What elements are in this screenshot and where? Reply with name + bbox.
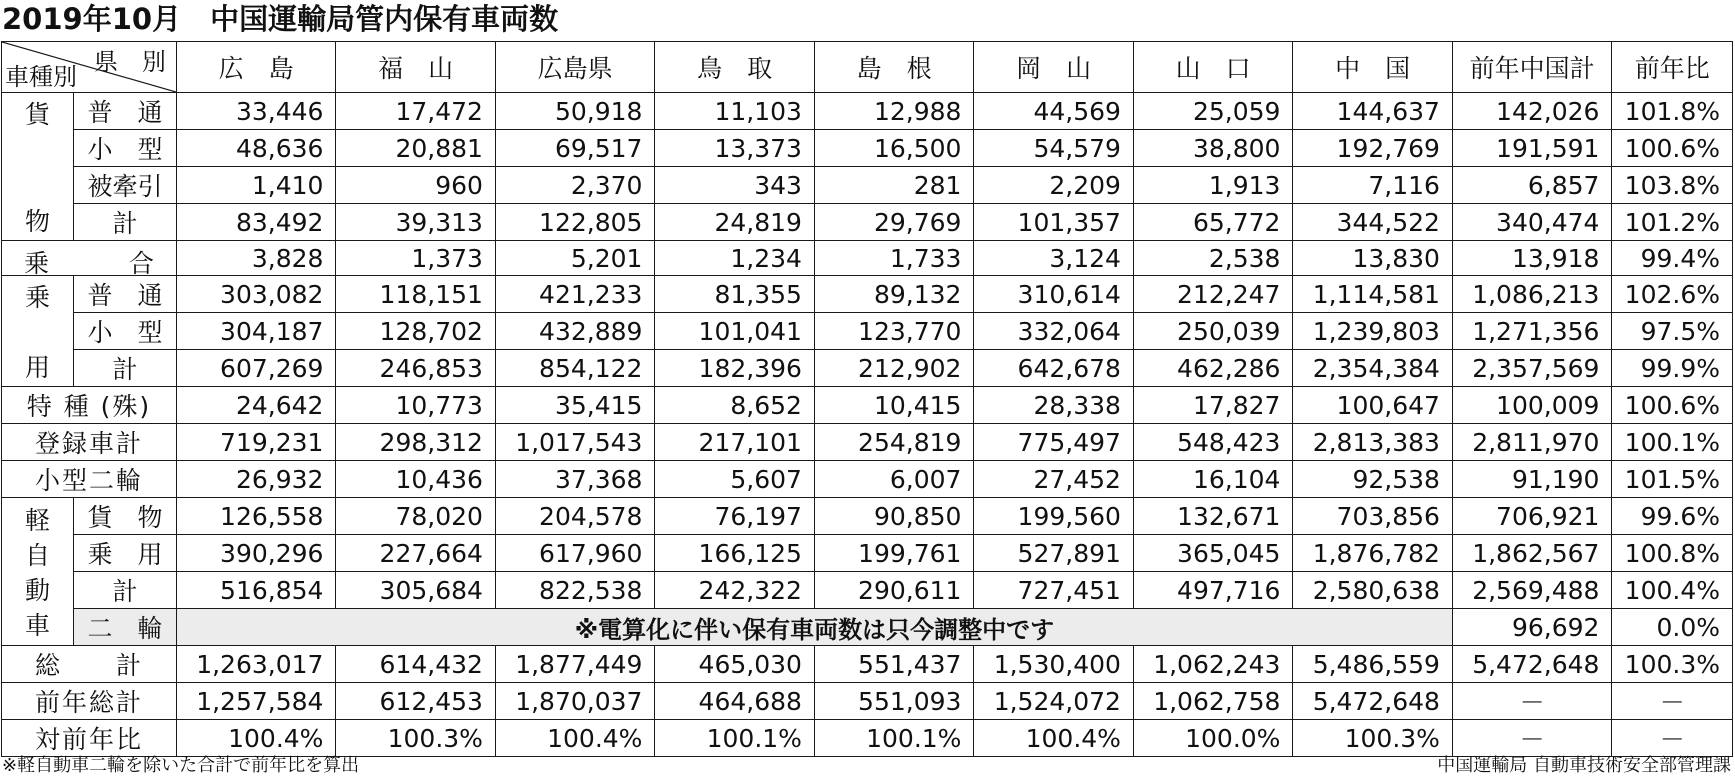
table-cell: 13,373 [655, 130, 815, 167]
group-label-char: 自 [25, 541, 51, 570]
table-cell: 33,446 [176, 93, 336, 130]
row-label: 総 計 [2, 646, 177, 683]
table-row [2, 572, 1733, 609]
table-cell: 340,474 [1452, 204, 1612, 241]
table-cell: 212,247 [1133, 276, 1293, 313]
column-header: 岡 山 [974, 42, 1134, 93]
table-cell: 122,805 [495, 204, 655, 241]
row-label [2, 241, 177, 276]
table-cell: 432,889 [495, 313, 655, 350]
table-row [2, 609, 1733, 646]
row-label: 普 通 [74, 276, 177, 313]
table-cell: 303,082 [176, 276, 336, 313]
table-cell: 96,692 [1452, 609, 1612, 646]
group-label-char: 車 [25, 611, 51, 640]
table-cell: 44,569 [974, 93, 1134, 130]
table-cell: 123,770 [814, 313, 974, 350]
table-cell: 92,538 [1293, 461, 1453, 498]
table-cell: 642,678 [974, 350, 1134, 387]
table-cell: － [1612, 683, 1733, 720]
table-cell: 5,472,648 [1293, 683, 1453, 720]
table-cell: 5,472,648 [1452, 646, 1612, 683]
table-row [2, 276, 1733, 313]
table-cell: 1,410 [176, 167, 336, 204]
table-cell: 703,856 [1293, 498, 1453, 535]
vehicle-count-table [1, 41, 1733, 757]
column-header: 広 島 [176, 42, 336, 93]
table-cell: 1,263,017 [176, 646, 336, 683]
table-cell: 365,045 [1133, 535, 1293, 572]
table-cell: 3,124 [974, 241, 1134, 276]
row-label: 登録車計 [2, 424, 177, 461]
table-cell: 199,761 [814, 535, 974, 572]
table-row [2, 313, 1733, 350]
table-cell: 421,233 [495, 276, 655, 313]
group-label-char: 用 [25, 353, 51, 382]
row-label: 二 輪 [74, 609, 177, 646]
table-cell: 48,636 [176, 130, 336, 167]
group-label-char: 乗 [25, 283, 51, 312]
table-cell: 612,453 [336, 683, 496, 720]
row-label: 乗 用 [74, 535, 177, 572]
table-cell: 12,988 [814, 93, 974, 130]
row-label: 計 [74, 572, 177, 609]
corner-top-label: 県 別 [93, 48, 166, 76]
corner-header-cell [2, 42, 177, 93]
footnote: ※軽自動車二輪を除いた合計で前年比を算出 [2, 755, 360, 776]
table-cell: 7,116 [1293, 167, 1453, 204]
table-cell: 822,538 [495, 572, 655, 609]
group-label-cell [2, 498, 74, 646]
table-cell: 254,819 [814, 424, 974, 461]
table-cell: 775,497 [974, 424, 1134, 461]
table-cell: 290,611 [814, 572, 974, 609]
table-cell: 614,432 [336, 646, 496, 683]
table-cell: 960 [336, 167, 496, 204]
table-cell: 10,436 [336, 461, 496, 498]
table-cell: 24,819 [655, 204, 815, 241]
table-cell: 217,101 [655, 424, 815, 461]
table-cell: 551,437 [814, 646, 974, 683]
table-cell: 465,030 [655, 646, 815, 683]
table-cell: 332,064 [974, 313, 1134, 350]
table-cell: 343 [655, 167, 815, 204]
table-cell: 99.6% [1612, 498, 1733, 535]
table-cell: 1,373 [336, 241, 496, 276]
table-cell: 100.4% [176, 720, 336, 757]
table-cell: 2,357,569 [1452, 350, 1612, 387]
table-cell: 212,902 [814, 350, 974, 387]
table-cell: 2,580,638 [1293, 572, 1453, 609]
table-cell: 101.5% [1612, 461, 1733, 498]
table-cell: 100.4% [495, 720, 655, 757]
row-label: 対前年比 [2, 720, 177, 757]
table-cell: 128,702 [336, 313, 496, 350]
table-cell: 35,415 [495, 387, 655, 424]
column-header: 島 根 [814, 42, 974, 93]
column-header: 前年比 [1612, 42, 1733, 93]
table-cell: 101.8% [1612, 93, 1733, 130]
table-cell: 100.4% [1612, 572, 1733, 609]
table-cell: 390,296 [176, 535, 336, 572]
table-cell: 192,769 [1293, 130, 1453, 167]
table-cell: 617,960 [495, 535, 655, 572]
table-cell: 516,854 [176, 572, 336, 609]
table-cell: 2,813,383 [1293, 424, 1453, 461]
table-cell: 1,524,072 [974, 683, 1134, 720]
table-cell: 2,370 [495, 167, 655, 204]
notice-cell: ※電算化に伴い保有車両数は只今調整中です [176, 609, 1452, 646]
table-cell: 99.9% [1612, 350, 1733, 387]
table-cell: 250,039 [1133, 313, 1293, 350]
table-cell: 310,614 [974, 276, 1134, 313]
table-cell: 2,811,970 [1452, 424, 1612, 461]
table-cell: 100,647 [1293, 387, 1453, 424]
table-cell: 727,451 [974, 572, 1134, 609]
row-label: 被牽引 [74, 167, 177, 204]
group-label-char: 軽 [25, 506, 51, 535]
table-cell: 83,492 [176, 204, 336, 241]
group-label-cell [2, 276, 74, 387]
table-cell: 25,059 [1133, 93, 1293, 130]
table-cell: 10,773 [336, 387, 496, 424]
table-cell: 27,452 [974, 461, 1134, 498]
table-cell: 1,733 [814, 241, 974, 276]
table-cell: 497,716 [1133, 572, 1293, 609]
row-label: 計 [74, 350, 177, 387]
column-header: 鳥 取 [655, 42, 815, 93]
table-cell: 1,870,037 [495, 683, 655, 720]
table-cell: 97.5% [1612, 313, 1733, 350]
corner-bottom-label: 車種別 [5, 63, 77, 91]
row-label: 貨 物 [74, 498, 177, 535]
table-row [2, 424, 1733, 461]
table-cell: 1,862,567 [1452, 535, 1612, 572]
group-label-cell [2, 93, 74, 241]
table-cell: 204,578 [495, 498, 655, 535]
table-cell: 246,853 [336, 350, 496, 387]
table-cell: 527,891 [974, 535, 1134, 572]
table-cell: 1,877,449 [495, 646, 655, 683]
table-cell: 24,642 [176, 387, 336, 424]
table-cell: 719,231 [176, 424, 336, 461]
table-cell: 2,209 [974, 167, 1134, 204]
table-cell: 132,671 [1133, 498, 1293, 535]
table-row [2, 535, 1733, 572]
table-cell: 50,918 [495, 93, 655, 130]
row-label: 普 通 [74, 93, 177, 130]
table-cell: － [1452, 720, 1612, 757]
table-cell: 551,093 [814, 683, 974, 720]
row-label: 前年総計 [2, 683, 177, 720]
table-cell: 10,415 [814, 387, 974, 424]
row-label: 小 型 [74, 130, 177, 167]
table-cell: 305,684 [336, 572, 496, 609]
group-label-char: 動 [25, 576, 51, 605]
table-cell: 1,271,356 [1452, 313, 1612, 350]
table-cell: 1,257,584 [176, 683, 336, 720]
table-cell: 38,800 [1133, 130, 1293, 167]
table-cell: 13,918 [1452, 241, 1612, 276]
table-cell: 37,368 [495, 461, 655, 498]
table-cell: 100.3% [1293, 720, 1453, 757]
table-cell: 100.3% [336, 720, 496, 757]
table-cell: 227,664 [336, 535, 496, 572]
table-cell: 1,530,400 [974, 646, 1134, 683]
table-row [2, 498, 1733, 535]
table-row [2, 461, 1733, 498]
table-cell: － [1612, 720, 1733, 757]
table-row [2, 204, 1733, 241]
row-label: 小 型 [74, 313, 177, 350]
table-cell: 20,881 [336, 130, 496, 167]
table-cell: 166,125 [655, 535, 815, 572]
table-cell: 2,569,488 [1452, 572, 1612, 609]
table-cell: 462,286 [1133, 350, 1293, 387]
table-cell: 854,122 [495, 350, 655, 387]
table-cell: 16,104 [1133, 461, 1293, 498]
table-cell: 78,020 [336, 498, 496, 535]
table-cell: 0.0% [1612, 609, 1733, 646]
table-cell: 89,132 [814, 276, 974, 313]
row-label: 小型二輪 [2, 461, 177, 498]
table-cell: 118,151 [336, 276, 496, 313]
table-cell: 100.6% [1612, 387, 1733, 424]
group-label-char: 貨 [25, 100, 51, 129]
table-cell: 1,913 [1133, 167, 1293, 204]
table-cell: 100.1% [655, 720, 815, 757]
table-cell: 298,312 [336, 424, 496, 461]
table-cell: 1,062,243 [1133, 646, 1293, 683]
column-header: 中 国 [1293, 42, 1453, 93]
table-row [2, 683, 1733, 720]
table-cell: 706,921 [1452, 498, 1612, 535]
table-cell: 6,007 [814, 461, 974, 498]
table-row [2, 646, 1733, 683]
table-cell: － [1452, 683, 1612, 720]
table-cell: 100.1% [1612, 424, 1733, 461]
table-cell: 29,769 [814, 204, 974, 241]
table-cell: 101.2% [1612, 204, 1733, 241]
table-cell: 144,637 [1293, 93, 1453, 130]
header-row [2, 42, 1733, 93]
table-cell: 28,338 [974, 387, 1134, 424]
table-cell: 69,517 [495, 130, 655, 167]
table-row [2, 93, 1733, 130]
table-cell: 76,197 [655, 498, 815, 535]
table-cell: 304,187 [176, 313, 336, 350]
table-cell: 1,239,803 [1293, 313, 1453, 350]
table-cell: 99.4% [1612, 241, 1733, 276]
table-cell: 1,876,782 [1293, 535, 1453, 572]
table-cell: 100.4% [974, 720, 1134, 757]
table-cell: 2,354,384 [1293, 350, 1453, 387]
table-cell: 1,114,581 [1293, 276, 1453, 313]
table-cell: 1,234 [655, 241, 815, 276]
table-cell: 39,313 [336, 204, 496, 241]
table-cell: 3,828 [176, 241, 336, 276]
table-row [2, 167, 1733, 204]
table-cell: 101,357 [974, 204, 1134, 241]
table-cell: 16,500 [814, 130, 974, 167]
row-label: 計 [74, 204, 177, 241]
table-cell: 1,017,543 [495, 424, 655, 461]
table-cell: 126,558 [176, 498, 336, 535]
row-label-right: 合 [128, 249, 154, 276]
table-cell: 142,026 [1452, 93, 1612, 130]
table-cell: 464,688 [655, 683, 815, 720]
table-cell: 101,041 [655, 313, 815, 350]
table-cell: 11,103 [655, 93, 815, 130]
table-cell: 191,591 [1452, 130, 1612, 167]
table-cell: 344,522 [1293, 204, 1453, 241]
table-cell: 100.8% [1612, 535, 1733, 572]
table-cell: 8,652 [655, 387, 815, 424]
table-cell: 81,355 [655, 276, 815, 313]
table-cell: 100.0% [1133, 720, 1293, 757]
table-cell: 100.1% [814, 720, 974, 757]
table-cell: 100.3% [1612, 646, 1733, 683]
table-cell: 13,830 [1293, 241, 1453, 276]
table-cell: 1,062,758 [1133, 683, 1293, 720]
table-cell: 6,857 [1452, 167, 1612, 204]
table-cell: 607,269 [176, 350, 336, 387]
table-row [2, 130, 1733, 167]
table-cell: 242,322 [655, 572, 815, 609]
table-cell: 2,538 [1133, 241, 1293, 276]
table-cell: 281 [814, 167, 974, 204]
table-cell: 199,560 [974, 498, 1134, 535]
table-cell: 5,486,559 [1293, 646, 1453, 683]
table-cell: 100.6% [1612, 130, 1733, 167]
table-row [2, 350, 1733, 387]
table-cell: 182,396 [655, 350, 815, 387]
table-cell: 65,772 [1133, 204, 1293, 241]
table-cell: 17,472 [336, 93, 496, 130]
table-cell: 5,201 [495, 241, 655, 276]
table-cell: 548,423 [1133, 424, 1293, 461]
table-row [2, 241, 1733, 276]
table-row [2, 387, 1733, 424]
table-cell: 100,009 [1452, 387, 1612, 424]
table-cell: 26,932 [176, 461, 336, 498]
column-header: 前年中国計 [1452, 42, 1612, 93]
table-cell: 5,607 [655, 461, 815, 498]
table-cell: 91,190 [1452, 461, 1612, 498]
table-cell: 90,850 [814, 498, 974, 535]
page-title: 2019年10月 中国運輸局管内保有車両数 [2, 2, 559, 36]
table-cell: 102.6% [1612, 276, 1733, 313]
table-cell: 54,579 [974, 130, 1134, 167]
row-label: 特 種 (殊) [2, 387, 177, 424]
group-label-char: 物 [25, 207, 51, 236]
column-header: 福 山 [336, 42, 496, 93]
table-cell: 103.8% [1612, 167, 1733, 204]
column-header: 広島県 [495, 42, 655, 93]
column-header: 山 口 [1133, 42, 1293, 93]
row-label-left: 乗 [24, 249, 50, 276]
table-cell: 1,086,213 [1452, 276, 1612, 313]
table-cell: 17,827 [1133, 387, 1293, 424]
source-credit: 中国運輸局 自動車技術安全部管理課 [1437, 755, 1731, 776]
